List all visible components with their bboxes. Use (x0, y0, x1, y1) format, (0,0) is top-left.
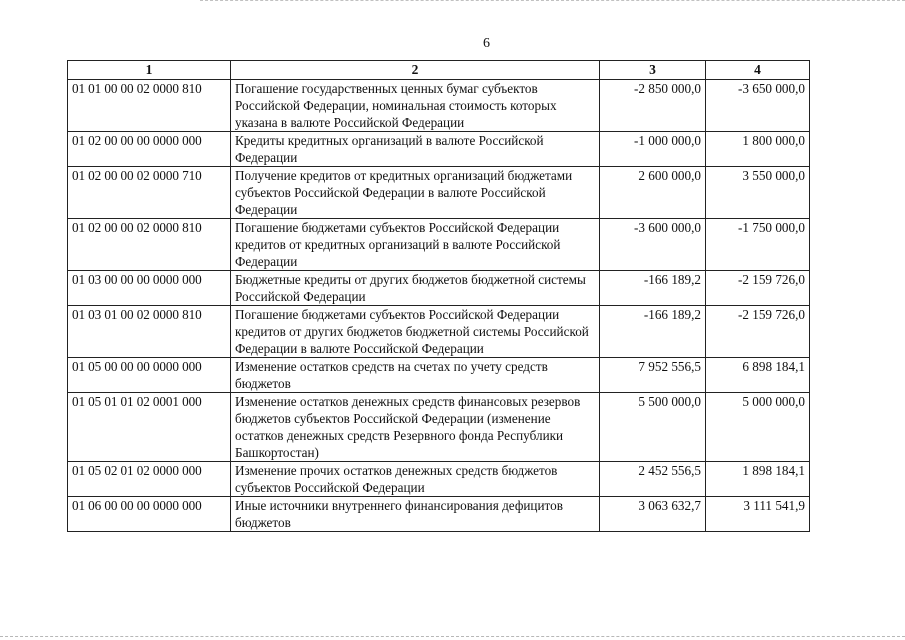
row-code: 01 05 01 01 02 0001 000 (68, 393, 231, 462)
row-code: 01 01 00 00 02 0000 810 (68, 80, 231, 132)
table-row (68, 219, 810, 271)
table-row (68, 80, 810, 132)
row-code: 01 05 00 00 00 0000 000 (68, 358, 231, 393)
row-value-col3: -2 850 000,0 (600, 80, 706, 132)
row-value-col3: -166 189,2 (600, 306, 706, 358)
row-value-col4: -3 650 000,0 (706, 80, 810, 132)
row-value-col4: 6 898 184,1 (706, 358, 810, 393)
row-code: 01 05 02 01 02 0000 000 (68, 462, 231, 497)
row-value-col4: 3 111 541,9 (706, 497, 810, 532)
header-col-1: 1 (68, 61, 231, 80)
row-value-col4: -2 159 726,0 (706, 306, 810, 358)
table-row (68, 271, 810, 306)
row-name: Получение кредитов от кредитных организаций бюджетами субъектов Российской Федерации в валюте Российской Федерации (231, 167, 600, 219)
row-code: 01 03 01 00 02 0000 810 (68, 306, 231, 358)
row-value-col3: 2 600 000,0 (600, 167, 706, 219)
budget-sources-table (67, 60, 810, 532)
table-header-row (68, 61, 810, 80)
row-name: Погашение государственных ценных бумаг субъектов Российской Федерации, номинальная стоимость которых указана в валюте Российской Федерации (231, 80, 600, 132)
header-col-2: 2 (231, 61, 600, 80)
row-value-col4: 1 898 184,1 (706, 462, 810, 497)
row-code: 01 02 00 00 02 0000 710 (68, 167, 231, 219)
table-row (68, 393, 810, 462)
row-name: Изменение остатков средств на счетах по учету средств бюджетов (231, 358, 600, 393)
row-code: 01 02 00 00 00 0000 000 (68, 132, 231, 167)
table-row (68, 132, 810, 167)
row-value-col3: 2 452 556,5 (600, 462, 706, 497)
row-name: Кредиты кредитных организаций в валюте Российской Федерации (231, 132, 600, 167)
table-row (68, 462, 810, 497)
header-col-4: 4 (706, 61, 810, 80)
scan-artifact-top (200, 0, 905, 3)
row-value-col4: 1 800 000,0 (706, 132, 810, 167)
row-value-col4: -1 750 000,0 (706, 219, 810, 271)
row-value-col3: -3 600 000,0 (600, 219, 706, 271)
header-col-3: 3 (600, 61, 706, 80)
row-code: 01 06 00 00 00 0000 000 (68, 497, 231, 532)
row-name: Изменение остатков денежных средств финансовых резервов бюджетов субъектов Российской Федерации (изменение остатков денежных средств Резервного фонда Республики Башкортостан) (231, 393, 600, 462)
row-name: Бюджетные кредиты от других бюджетов бюджетной системы Российской Федерации (231, 271, 600, 306)
row-name: Иные источники внутреннего финансирования дефицитов бюджетов (231, 497, 600, 532)
row-code: 01 03 00 00 00 0000 000 (68, 271, 231, 306)
table-row (68, 358, 810, 393)
row-value-col3: 5 500 000,0 (600, 393, 706, 462)
table-row (68, 167, 810, 219)
row-code: 01 02 00 00 02 0000 810 (68, 219, 231, 271)
row-value-col4: 3 550 000,0 (706, 167, 810, 219)
row-name: Погашение бюджетами субъектов Российской Федерации кредитов от других бюджетов бюджетной системы Российской Федерации в валюте Российской Федерации (231, 306, 600, 358)
row-value-col3: -166 189,2 (600, 271, 706, 306)
row-value-col3: 7 952 556,5 (600, 358, 706, 393)
row-value-col4: -2 159 726,0 (706, 271, 810, 306)
page-number: 6 (483, 36, 490, 51)
row-value-col3: -1 000 000,0 (600, 132, 706, 167)
table-row (68, 497, 810, 532)
row-name: Погашение бюджетами субъектов Российской Федерации кредитов от кредитных организаций в валюте Российской Федерации (231, 219, 600, 271)
scan-artifact-bottom (0, 636, 905, 639)
row-name: Изменение прочих остатков денежных средств бюджетов субъектов Российской Федерации (231, 462, 600, 497)
table-row (68, 306, 810, 358)
row-value-col4: 5 000 000,0 (706, 393, 810, 462)
row-value-col3: 3 063 632,7 (600, 497, 706, 532)
